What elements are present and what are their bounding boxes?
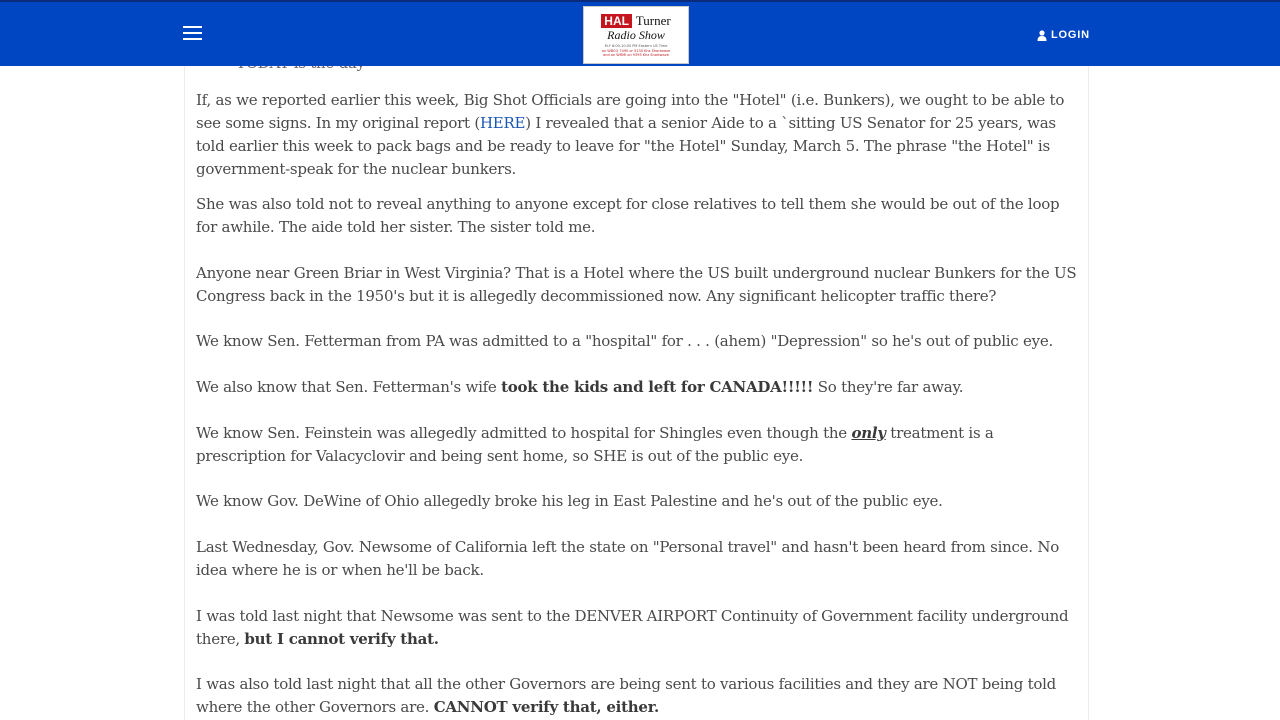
article-paragraph: We know Gov. DeWine of Ohio allegedly broke his leg in East Palestine and he's out of the public eye. [196,492,943,510]
article-paragraph: Anyone near Green Briar in West Virginia? That is a Hotel where the US built underground nuclear Bunkers for the US Congress back in the 1950's but it is allegedly decommissioned now. Any significant helicopter traffic there? [196,264,1077,305]
paragraph-text: We also know that Sen. Fetterman's wife [196,378,502,396]
logo-turner-text: Turner [635,13,671,28]
paragraph-text: I was told last night that Newsome was sent to the DENVER AIRPORT Continuity of Government facility underground there, [196,607,1069,648]
logo-schedule-line: M-F 8:00-10:00 PM Eastern US Time [604,44,668,48]
top-navbar [0,0,1280,66]
article-paragraph: We know Sen. Fetterman from PA was admitted to a "hospital" for . . . (ahem) "Depression" so he's out of public eye. [196,332,1053,350]
bold-text: but I cannot verify that. [244,630,439,648]
paragraph-text: treatment is a prescription for Valacyclovir and being sent home, so SHE is out of the public eye. [196,424,994,465]
logo-hal-text: HAL [601,14,632,28]
paragraph-text: ) I revealed that a senior Aide to a `sitting US Senator for 25 years, was told earlier this week to pack bags and be ready to leave for "the Hotel" Sunday, March 5. The phrase "the Hotel" is government-speak for the nuclear bunkers. [196,114,1056,178]
login-label: LOGIN [1051,29,1090,41]
paragraph-text: If, as we reported earlier this week, Big Shot Officials are going into the "Hotel" (i.e. Bunkers), we ought to be able to see some signs. In my original report ( [196,91,1065,132]
here-link[interactable]: HERE [479,114,526,132]
site-logo[interactable] [583,6,689,64]
paragraph-text: We know Sen. Feinstein was allegedly admitted to hospital for Shingles even though the [196,424,852,442]
bold-text: took the kids and left for CANADA!!!!! [501,378,814,396]
logo-schedule [584,44,688,58]
paragraph-text: So they're far away. [813,378,964,396]
logo-schedule-line: on WBCQ 7490 or 5130 Khz Shortwave [601,48,671,53]
article-paragraph [196,89,1080,181]
article-paragraph: She was also told not to reveal anything to anyone except for close relatives to tell them she would be out of the loop for awhile. The aide told her sister. The sister told me. [196,195,1060,236]
bold-text: CANNOT verify that, either. [433,698,659,716]
article-paragraph [196,605,1080,651]
article-paragraph [196,376,1080,399]
paragraph-text: I was also told last night that all the other Governors are being sent to various facilities and they are NOT being told where the other Governors are. [196,675,1057,716]
login-button[interactable] [1037,28,1090,42]
logo-subtitle: Radio Show [607,28,665,42]
logo-schedule-line: and on WRMI on 9395 Khz Shortwave [603,53,669,57]
emphasis-text: only [851,424,886,442]
hamburger-menu-icon[interactable] [183,25,202,41]
article-paragraph [196,422,1080,468]
user-icon [1037,30,1047,41]
article-paragraph: Last Wednesday, Gov. Newsome of California left the state on "Personal travel" and hasn't been heard from since. No idea where he is or when he'll be back. [196,538,1059,579]
article-paragraph [196,673,1080,719]
